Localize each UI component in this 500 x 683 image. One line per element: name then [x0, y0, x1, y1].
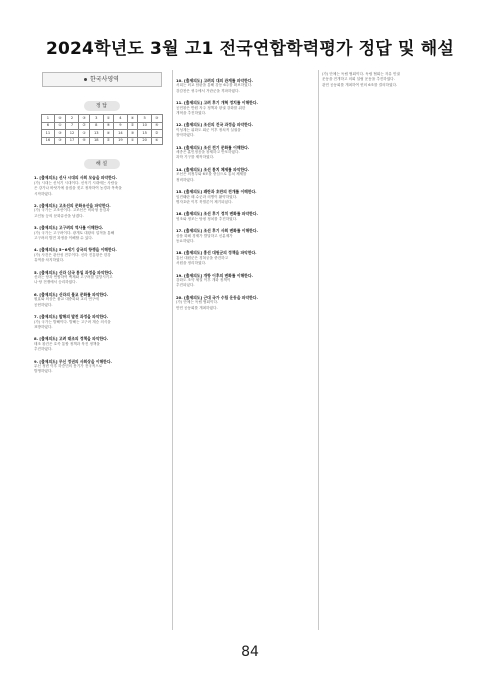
explanation-text: 상품 화폐 경제가 발달하고 신분제가 [176, 233, 233, 238]
answer-cell: 19 [114, 137, 128, 145]
explanation-item [176, 100, 314, 116]
explanation-title: 10. [출제의도] 고려의 대외 관계를 파악한다. [176, 78, 253, 83]
explanation-item [34, 203, 169, 219]
answer-cell: 11 [41, 130, 55, 138]
explanation-title: 11. [출제의도] 고려 후기 개혁 정치를 이해한다. [176, 100, 258, 106]
explanation-text: 신라는 당과 연합하여 백제와 고구려를 멸망시키고 [34, 275, 113, 280]
column-3 [322, 72, 470, 88]
explanation-text: 임진왜란 때 수군과 의병이 활약하였다. [176, 194, 238, 199]
explanation-text: 나·당 전쟁에서 승리하였다. [34, 280, 77, 285]
explanation-item [176, 273, 314, 289]
explanation-text: 고인돌 등의 문화유산을 남겼다. [34, 213, 84, 218]
answer-table [41, 114, 163, 145]
answer-cell: 10 [138, 122, 152, 130]
explanation-text: (가) 단체는 독립 협회이다. [176, 300, 219, 305]
answer-cell: 8 [89, 122, 103, 130]
explanation-text: (가) 단체는 독립 협회이다. 독립 협회는 자유 민권 [322, 72, 400, 76]
answer-cell: 17 [65, 137, 79, 145]
column-divider [172, 70, 173, 630]
explanation-title: 15. [출제의도] 왜란과 호란의 전개를 이해한다. [176, 189, 257, 195]
subject-label: 한국사영역 [90, 75, 119, 83]
answer-cell: ① [79, 130, 89, 138]
explanation-title: 2. [출제의도] 고조선의 문화유산을 파악한다. [34, 203, 111, 208]
answer-cell: ③ [79, 115, 89, 123]
page-title: 2024학년도 3월 고1 전국연합학력평가 정답 및 해설 [45, 39, 455, 59]
explanation-text: 시작하였다. [34, 191, 53, 196]
explanation-text: 세종은 훈민정음을 창제하고 반포하였다. [176, 150, 240, 155]
explanation-text: 강감찬은 귀주에서 거란군을 격파하였다. [176, 88, 240, 93]
explanation-text: 서희는 외교 담판을 통해 강동 6주를 확보하였다. [176, 83, 253, 88]
explanation-text: 강화도 조약 체결 이후 개화 정책이 [176, 277, 231, 282]
explanation-title: 7. [출제의도] 발해의 발전 과정을 파악한다. [34, 314, 109, 320]
column-2 [176, 72, 314, 311]
answer-cell: ④ [127, 115, 137, 123]
answer-cell: 13 [89, 130, 103, 138]
answer-cell: 12 [65, 130, 79, 138]
answer-cell: ⑤ [103, 122, 113, 130]
answer-cell: 1 [41, 115, 55, 123]
explanation-text: 관민 공동회를 개최하여 헌의 6조를 결의하였다. [322, 82, 398, 87]
explanation-title: 20. [출제의도] 근대 국가 수립 운동을 파악한다. [176, 294, 258, 300]
answer-cell: 15 [138, 130, 152, 138]
explanation-text: 정비하였다. [176, 177, 195, 182]
explanation-item [176, 295, 314, 311]
explanation-item [176, 145, 314, 161]
explanation-text: (가) 국가는 고구려이다. 광개토 대왕의 업적을 통해 [34, 230, 115, 235]
answer-cell: ⑤ [152, 122, 163, 130]
answer-cell: 9 [114, 122, 128, 130]
explanation-item [34, 336, 169, 352]
explanation-title: 3. [출제의도] 고구려의 역사를 이해한다. [34, 225, 104, 231]
explanation-item [176, 250, 314, 266]
explanation-text: 조선은 의정부와 6조를 중심으로 통치 체제를 [176, 172, 247, 177]
explanation-text: 추진하였다. [34, 347, 53, 352]
answer-cell: ① [55, 122, 65, 130]
explanation-item [34, 359, 169, 375]
explanation-item [176, 228, 314, 244]
explanation-title: 16. [출제의도] 조선 후기 정치 변화를 파악한다. [176, 211, 258, 217]
explanation-text: 은 강가나 바닷가에 움집을 짓고 정착하여 농경과 목축을 [34, 186, 122, 191]
answer-cell: ③ [152, 115, 163, 123]
explanation-title: 8. [출제의도] 고려 태조의 정책을 파악한다. [34, 336, 109, 342]
explanation-title: 14. [출제의도] 조선 통치 체제를 파악한다. [176, 166, 250, 172]
explanation-list [34, 175, 169, 374]
explanation-item [34, 292, 169, 308]
answer-cell: 14 [114, 130, 128, 138]
answer-heading: 정 답 [84, 101, 120, 111]
explanation-text: 추진되었다. [176, 283, 195, 288]
column-divider [318, 70, 319, 630]
explanation-heading: 해 설 [84, 159, 120, 169]
subject-box [42, 72, 162, 87]
answer-cell: ① [127, 137, 137, 145]
explanation-text: 태조 왕건은 호족 통합 정책과 북진 정책을 [34, 341, 100, 346]
explanation-text: 유역을 차지하였다. [34, 258, 65, 263]
answer-row [41, 115, 162, 123]
explanation-text: (가) 시대는 신석기 시대이다. 신석기 시대에는 사람들 [34, 180, 118, 185]
explanation-text: 영조와 정조는 탕평 정치를 추진하였다. [176, 216, 238, 221]
answer-cell: ③ [127, 130, 137, 138]
explanation-item [34, 247, 169, 263]
explanation-text: (가) 사건은 관산성 전투이다. 신라 진흥왕은 한강 [34, 252, 111, 257]
explanation-text: 무신 정변 이후 하층민의 봉기가 전국적으로 [34, 363, 103, 368]
explanation-text: 병자호란 이후 북벌론이 제기되었다. [176, 199, 233, 204]
explanation-text: 운동을 전개하고 의회 설립 운동을 추진하였다. [322, 77, 395, 82]
explanation-text: (가) 국가는 발해이다. 발해는 고구려 계승 의식을 [34, 319, 111, 324]
explanation-text: 발생하였다. [34, 369, 53, 374]
explanation-title: 18. [출제의도] 흥선 대원군의 정책을 파악한다. [176, 250, 257, 256]
explanation-item [176, 122, 314, 138]
explanation-title: 6. [출제의도] 신라의 불교 문화를 파악한다. [34, 291, 109, 297]
answer-row [41, 137, 162, 145]
answer-cell: ③ [55, 130, 65, 138]
answer-cell: 16 [41, 137, 55, 145]
explanation-item [176, 189, 314, 205]
explanation-text: 표방하였다. [34, 324, 53, 329]
column-1 [34, 68, 169, 375]
explanation-title: 9. [출제의도] 무신 정권의 사회상을 이해한다. [34, 358, 112, 364]
answer-row [41, 130, 162, 138]
answer-cell: 7 [65, 122, 79, 130]
answer-cell: ④ [152, 137, 163, 145]
explanation-text: 원효와 의상은 불교 대중화와 교리 연구에 [34, 297, 99, 302]
page-number: 84 [241, 644, 259, 660]
answer-cell: 2 [65, 115, 79, 123]
answer-cell: 20 [138, 137, 152, 145]
explanation-text: 이성계는 위화도 회군 이후 정치적 실권을 [176, 127, 241, 132]
explanation-text: 동요하였다. [176, 238, 195, 243]
explanation-item [176, 78, 314, 94]
answer-cell: ① [103, 115, 113, 123]
answer-cell: ② [103, 137, 113, 145]
answer-cell: 18 [89, 137, 103, 145]
answer-cell: 4 [114, 115, 128, 123]
explanation-item [176, 167, 314, 183]
answer-cell: 6 [41, 122, 55, 130]
answer-cell: 3 [89, 115, 103, 123]
explanation-text: 고구려의 발전 과정을 이해할 수 있다. [34, 236, 93, 241]
explanation-text: 공민왕은 반원 자주 정책과 왕권 강화를 위한 [176, 105, 246, 110]
explanation-text: 서원을 정리하였다. [176, 261, 207, 266]
explanation-item [176, 211, 314, 222]
answer-cell: ② [127, 122, 137, 130]
explanation-text: (가) 국가는 고조선이다. 고조선은 비파형 동검과 [34, 208, 110, 213]
answer-cell: 5 [138, 115, 152, 123]
explanation-item [34, 314, 169, 330]
answer-cell: ② [79, 122, 89, 130]
bullet-icon [84, 78, 87, 81]
explanation-item [34, 225, 169, 241]
explanation-title: 19. [출제의도] 개항 이후의 변화를 이해한다. [176, 272, 253, 278]
explanation-text: 공헌하였다. [34, 302, 53, 307]
answer-cell: ③ [55, 137, 65, 145]
explanation-text: 장악하였다. [176, 133, 195, 138]
explanation-text: 과학 기구를 제작하였다. [176, 155, 215, 160]
explanation-title: 4. [출제의도] 5~6세기 삼국의 항쟁을 이해한다. [34, 247, 117, 253]
answer-row [41, 122, 162, 130]
explanation-item [34, 175, 169, 197]
explanation-title: 1. [출제의도] 선사 시대의 사회 모습을 파악한다. [34, 175, 117, 181]
explanation-text: 개혁을 추진하였다. [176, 111, 207, 116]
explanation-text: 만민 공동회를 개최하였다. [176, 305, 218, 310]
answer-cell: ④ [103, 130, 113, 138]
explanation-title: 17. [출제의도] 조선 후기 사회 변화를 이해한다. [176, 228, 258, 234]
explanation-item [34, 270, 169, 286]
answer-cell: ② [152, 130, 163, 138]
explanation-title: 13. [출제의도] 조선 전기 문화를 이해한다. [176, 144, 250, 150]
explanation-text: 흥선 대원군은 경복궁을 중건하고 [176, 255, 229, 260]
explanation-title: 5. [출제의도] 신라 삼국 통일 과정을 파악한다. [34, 269, 114, 275]
explanation-title: 12. [출제의도] 조선의 건국 과정을 파악한다. [176, 122, 253, 128]
answer-cell: ④ [55, 115, 65, 123]
answer-cell: ⑤ [79, 137, 89, 145]
